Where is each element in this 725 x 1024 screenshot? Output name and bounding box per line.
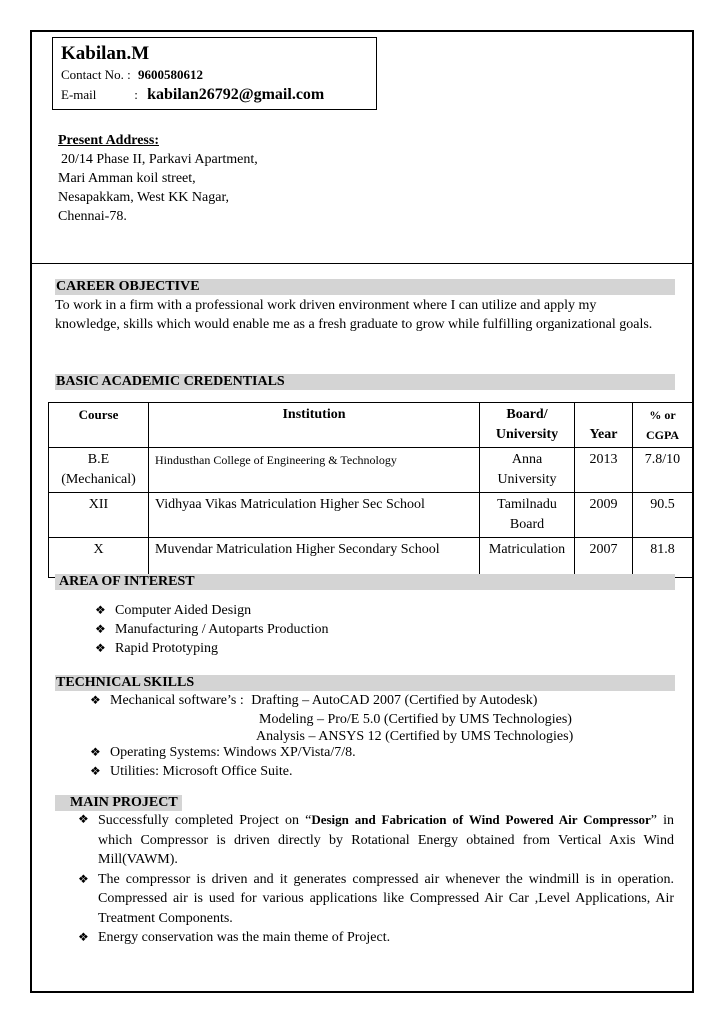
academic-heading: BASIC ACADEMIC CREDENTIALS xyxy=(55,374,675,390)
contact-box xyxy=(52,37,377,110)
career-text: To work in a firm with a professional work driven environment where I can utilize and apply my knowledge, skills which would enable me as a fresh graduate to grow while fulfilling organizational goals. xyxy=(55,298,653,332)
list-item xyxy=(90,691,650,710)
cell-course: XII xyxy=(49,493,149,538)
project-list xyxy=(78,810,674,948)
address-line: Mari Amman koil street, xyxy=(58,171,196,186)
cell-year: 2007 xyxy=(575,538,633,578)
contact-value: 9600580612 xyxy=(137,67,203,82)
cell-score: 90.5 xyxy=(633,493,693,538)
cell-board: Matriculation xyxy=(480,538,575,578)
table-row xyxy=(49,538,693,578)
list-item: ❖ The compressor is driven and it generates compressed air whenever the windmill is in operation. Compressed air is used for various applications like Compressed Air Car ,Level Applications, Air Treatment Components. xyxy=(78,870,674,929)
project-text: ” in which Compressor is driven directly by Rotational Energy obtained from Vertical Axis Wind Mill(VAWM). xyxy=(98,813,674,867)
cell-board: Tamilnadu Board xyxy=(480,493,575,538)
contact-label: Contact No. : xyxy=(61,67,131,82)
col-cgpa: % or CGPA xyxy=(633,403,693,448)
candidate-name: Kabilan.M xyxy=(61,43,150,64)
present-address xyxy=(58,131,258,226)
mech-label: Mechanical software’s : xyxy=(110,693,244,708)
cell-year: 2009 xyxy=(575,493,633,538)
mech-line: Analysis – ANSYS 12 (Certified by UMS Technologies) xyxy=(256,729,574,744)
table-header-row xyxy=(49,403,693,448)
col-course: Course xyxy=(49,403,149,448)
address-line: Nesapakkam, West KK Nagar, xyxy=(58,190,230,205)
email-value[interactable]: kabilan26792@gmail.com xyxy=(147,86,325,103)
cell-institution: Muvendar Matriculation Higher Secondary School xyxy=(149,538,480,578)
list-item: ❖ Utilities: Microsoft Office Suite. xyxy=(90,762,650,781)
interest-heading: AREA OF INTEREST xyxy=(55,574,675,590)
col-year: Year xyxy=(575,403,633,448)
list-item: ❖ Energy conservation was the main theme of Project. xyxy=(78,928,674,948)
interest-list xyxy=(95,601,328,658)
cell-course: B.E (Mechanical) xyxy=(49,448,149,493)
email-separator: : xyxy=(134,87,138,102)
cell-score: 7.8/10 xyxy=(633,448,693,493)
project-heading: MAIN PROJECT xyxy=(55,795,182,811)
contact-row xyxy=(61,67,203,83)
skills-list xyxy=(90,691,650,710)
list-item: ❖ Rapid Prototyping xyxy=(95,639,328,658)
mech-line: Modeling – Pro/E 5.0 (Certified by UMS Technologies) xyxy=(259,712,572,727)
col-institution: Institution xyxy=(149,403,480,448)
email-label: E-mail xyxy=(61,87,97,102)
table-row xyxy=(49,493,693,538)
address-line: Chennai-78. xyxy=(58,209,127,224)
skills-heading: TECHNICAL SKILLS xyxy=(55,675,675,691)
list-item: ❖ Operating Systems: Windows XP/Vista/7/8. xyxy=(90,743,650,762)
list-item xyxy=(78,810,674,870)
cell-year: 2013 xyxy=(575,448,633,493)
mech-line: Drafting – AutoCAD 2007 (Certified by Autodesk) xyxy=(251,693,538,708)
project-title: Design and Fabrication of Wind Powered Air Compressor xyxy=(311,812,651,827)
header-divider xyxy=(30,263,694,264)
list-item: ❖ Manufacturing / Autoparts Production xyxy=(95,620,328,639)
cell-course: X xyxy=(49,538,149,578)
skills-list-2 xyxy=(90,743,650,781)
career-heading: CAREER OBJECTIVE xyxy=(55,279,675,295)
table-row xyxy=(49,448,693,493)
cell-board: Anna University xyxy=(480,448,575,493)
col-board: Board/ University xyxy=(480,403,575,448)
cell-institution: Vidhyaa Vikas Matriculation Higher Sec School xyxy=(149,493,480,538)
email-row xyxy=(61,86,324,104)
address-line: 20/14 Phase II, Parkavi Apartment, xyxy=(61,152,258,167)
project-text: Successfully completed Project on “ xyxy=(98,813,312,828)
list-item: ❖ Computer Aided Design xyxy=(95,601,328,620)
cell-institution: Hindusthan College of Engineering & Technology xyxy=(149,448,480,493)
cell-score: 81.8 xyxy=(633,538,693,578)
address-heading: Present Address: xyxy=(58,133,159,148)
academic-table xyxy=(48,402,693,578)
